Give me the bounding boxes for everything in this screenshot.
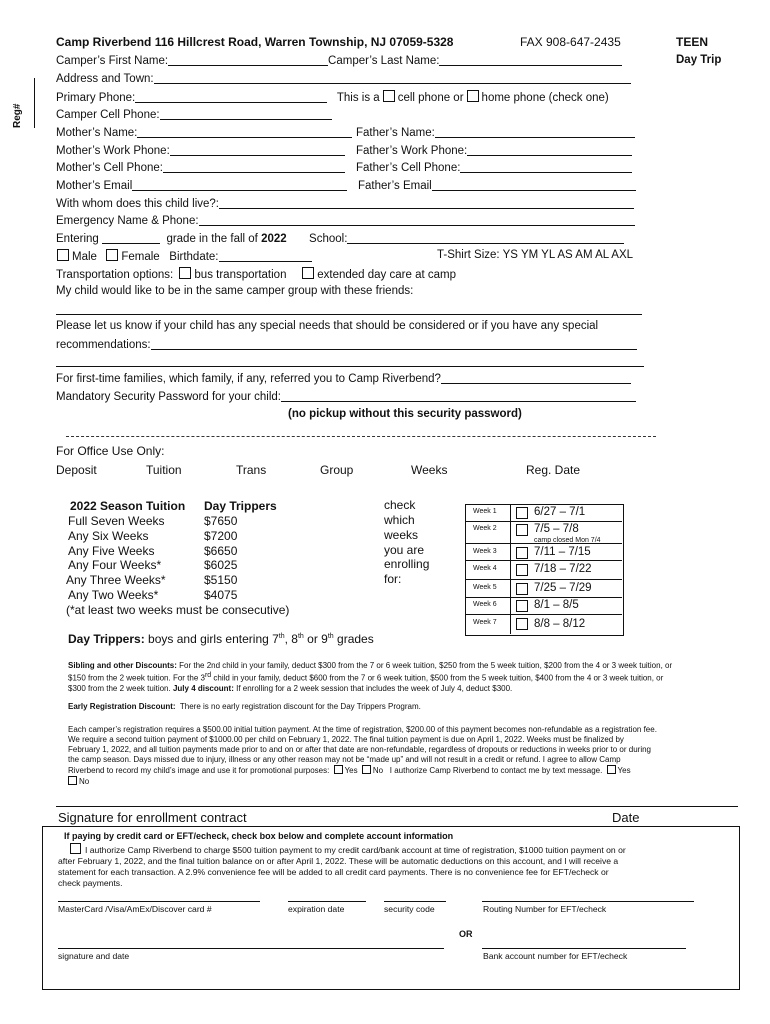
office-trans-label: Trans <box>236 463 267 477</box>
week-label: Week 2 <box>473 525 497 532</box>
special-needs-input-line[interactable] <box>56 366 644 367</box>
special-needs-label: Please let us know if your child has any special needs that should be considered or if you have any special <box>56 320 599 332</box>
cell-phone-checkbox[interactable] <box>383 90 395 102</box>
reg-number-label: Reg# <box>12 103 23 128</box>
home-phone-label: home phone (check one) <box>481 92 609 104</box>
card-number-label: MasterCard /Visa/AmEx/Discover card # <box>58 904 212 914</box>
tshirt-size-options[interactable]: T-Shirt Size: YS YM YL AS AM AL AXL <box>437 249 634 261</box>
text-consent-no-checkbox[interactable] <box>68 776 77 785</box>
card-number-input[interactable] <box>58 901 260 902</box>
recommendations-label: recommendations: <box>56 339 151 351</box>
week-2-checkbox[interactable] <box>516 524 528 536</box>
camper-last-name-label: Camper’s Last Name: <box>328 55 440 67</box>
address-field[interactable] <box>56 72 631 85</box>
bank-account-input[interactable] <box>482 948 686 949</box>
friends-input-line[interactable] <box>56 314 642 315</box>
week-label: Week 7 <box>473 619 497 626</box>
school-label: School: <box>309 233 348 245</box>
camp-address-title: Camp Riverbend 116 Hillcrest Road, Warren Township, NJ 07059-5328 <box>56 35 454 49</box>
week-dates: 8/1 – 8/5 <box>534 599 579 611</box>
mother-work-label: Mother’s Work Phone: <box>56 145 170 157</box>
grade-fall-label: grade in the fall of <box>166 233 258 245</box>
tuition-row-price: $7650 <box>204 514 238 528</box>
payment-title: If paying by credit card or EFT/echeck, check box below and complete account information <box>64 831 454 841</box>
father-name-field[interactable] <box>356 126 635 139</box>
day-trippers-heading: Day Trippers <box>204 499 277 513</box>
no-pickup-note: (no pickup without this security password) <box>288 408 522 420</box>
gender-birthdate-row <box>54 249 312 263</box>
week-4-checkbox[interactable] <box>516 564 528 576</box>
mother-name-field[interactable] <box>56 126 352 139</box>
tuition-row-label: Any Two Weeks* <box>68 588 159 602</box>
female-label: Female <box>121 251 160 263</box>
tuition-row-label: Any Six Weeks <box>68 529 149 543</box>
payment-authorize-checkbox[interactable] <box>70 843 81 854</box>
office-use-divider <box>66 436 656 437</box>
female-checkbox[interactable] <box>106 249 118 261</box>
office-weeks-label: Weeks <box>411 463 448 477</box>
week-dates: 8/8 – 8/12 <box>534 618 586 630</box>
week-3-checkbox[interactable] <box>516 547 528 559</box>
weeks-grid-row-line <box>465 614 622 615</box>
father-name-label: Father’s Name: <box>356 127 435 139</box>
mother-name-label: Mother’s Name: <box>56 127 138 139</box>
tuition-row-price: $4075 <box>204 588 238 602</box>
week-1-checkbox[interactable] <box>516 507 528 519</box>
grade-school-field[interactable] <box>56 232 624 245</box>
emergency-contact-field[interactable] <box>56 214 635 227</box>
home-phone-checkbox[interactable] <box>467 90 479 102</box>
office-reg-date-label: Reg. Date <box>526 463 581 477</box>
tuition-row-price: $6650 <box>204 544 238 558</box>
extended-care-checkbox[interactable] <box>302 267 314 279</box>
mother-email-label: Mother’s Email <box>56 180 133 192</box>
routing-number-input[interactable] <box>482 901 694 902</box>
signature-label: Signature for enrollment contract <box>58 810 247 825</box>
image-consent-no-checkbox[interactable] <box>362 765 371 774</box>
week-label: Week 6 <box>473 601 497 608</box>
program-title: TEEN <box>676 35 709 49</box>
week-6-checkbox[interactable] <box>516 600 528 612</box>
week-dates: 7/18 – 7/22 <box>534 563 592 575</box>
signature-date-label: Date <box>612 810 640 825</box>
birthdate-input[interactable] <box>219 250 312 262</box>
week-dates: 7/5 – 7/8 <box>534 523 579 535</box>
referral-field[interactable] <box>56 372 631 385</box>
transportation-row <box>56 267 456 281</box>
signature-date-payment-label: signature and date <box>58 951 130 961</box>
check-weeks-text: for: <box>384 572 402 586</box>
weeks-grid-row-line <box>465 579 622 580</box>
or-divider: OR <box>459 929 473 939</box>
week-label: Week 5 <box>473 584 497 591</box>
entering-label: Entering <box>56 233 99 245</box>
mother-cell-field[interactable] <box>56 161 345 174</box>
week-dates: 7/11 – 7/15 <box>534 546 591 558</box>
check-weeks-text: which <box>384 513 415 527</box>
referral-label: For first-time families, which family, if any, referred you to Camp Riverbend? <box>56 373 441 385</box>
text-consent-yes-checkbox[interactable] <box>607 765 616 774</box>
extended-care-label: extended day care at camp <box>317 269 456 281</box>
child-lives-with-label: With whom does this child live?: <box>56 198 219 210</box>
mother-cell-label: Mother’s Cell Phone: <box>56 162 163 174</box>
bank-account-label: Bank account number for EFT/echeck <box>483 951 628 961</box>
week-label: Week 4 <box>473 565 497 572</box>
bus-transport-checkbox[interactable] <box>179 267 191 279</box>
emergency-contact-label: Emergency Name & Phone: <box>56 215 199 227</box>
cell-phone-label: cell phone or <box>397 92 464 104</box>
signature-date-input[interactable] <box>58 948 444 949</box>
transportation-label: Transportation options: <box>56 269 174 281</box>
early-registration-discount: Early Registration Discount: There is no early registration discount for the Day Trippers Program. <box>68 702 421 711</box>
payment-authorization-text: I authorize Camp Riverbend to charge $500 tuition payment to my credit card/bank account at time of registration, $1000 tuition payment on or after February 1, 2022, and the final tuition balance on or after April 1, 2022. These will be automatic deductions on this account, and I will receive a statement for each transaction. A 2.9% convenience fee will be added to all credit card payments. There is no convenience fee for EFT/echeck or check payments. <box>58 845 626 888</box>
security-code-input[interactable] <box>384 901 446 902</box>
week-dates: 7/25 – 7/29 <box>534 582 592 594</box>
signature-line[interactable] <box>56 806 738 807</box>
week-dates: 6/27 – 7/1 <box>534 506 586 518</box>
child-lives-with-field[interactable] <box>56 197 634 210</box>
week-7-checkbox[interactable] <box>516 618 528 630</box>
father-cell-label: Father’s Cell Phone: <box>356 162 461 174</box>
office-deposit-label: Deposit <box>56 463 97 477</box>
weeks-grid-row-line <box>465 521 622 522</box>
birthdate-label: Birthdate: <box>169 251 219 263</box>
tuition-row-label: Any Three Weeks* <box>66 573 166 587</box>
tuition-row-price: $7200 <box>204 529 238 543</box>
check-weeks-text: weeks <box>384 528 419 542</box>
expiration-label: expiration date <box>288 904 345 914</box>
tuition-row-label: Full Seven Weeks <box>68 514 165 528</box>
office-group-label: Group <box>320 463 354 477</box>
check-weeks-text: enrolling <box>384 557 430 571</box>
security-password-field[interactable] <box>56 390 636 403</box>
tuition-heading: 2022 Season Tuition <box>70 499 186 513</box>
week-2-note: camp closed Mon 7/4 <box>534 537 601 544</box>
male-label: Male <box>72 251 97 263</box>
tuition-row-label: Any Five Weeks <box>68 544 155 558</box>
fax-number: FAX 908-647-2435 <box>520 35 621 49</box>
reg-number-line <box>34 78 35 128</box>
week-label: Week 3 <box>473 548 497 555</box>
office-use-title: For Office Use Only: <box>56 444 165 458</box>
tuition-row-label: Any Four Weeks* <box>68 558 162 572</box>
tuition-row-price: $5150 <box>204 573 238 587</box>
check-weeks-text: you are <box>384 543 425 557</box>
father-email-label: Father’s Email <box>358 180 432 192</box>
week-5-checkbox[interactable] <box>516 583 528 595</box>
week-label: Week 1 <box>473 508 497 515</box>
office-tuition-label: Tuition <box>146 463 182 477</box>
recommendations-field[interactable] <box>56 338 637 351</box>
tuition-footnote: (*at least two weeks must be consecutive) <box>66 603 290 617</box>
camper-cell-field[interactable] <box>56 108 332 121</box>
expiration-input[interactable] <box>288 901 366 902</box>
this-is-a-label: This is a <box>336 92 380 104</box>
address-label: Address and Town: <box>56 73 154 85</box>
weeks-grid-row-line <box>465 597 622 598</box>
father-work-field[interactable] <box>356 144 632 157</box>
weeks-grid-row-line <box>465 560 622 561</box>
routing-number-label: Routing Number for EFT/echeck <box>483 904 607 914</box>
camper-first-name-label: Camper’s First Name: <box>56 55 169 67</box>
camper-group-friends-label: My child would like to be in the same camper group with these friends: <box>56 285 414 297</box>
check-weeks-text: check <box>384 498 416 512</box>
primary-phone-label: Primary Phone: <box>56 92 136 104</box>
season-year: 2022 <box>261 233 287 245</box>
father-cell-field[interactable] <box>356 161 632 174</box>
day-trippers-eligibility: Day Trippers: boys and girls entering 7th, 8th or 9th grades <box>68 632 374 646</box>
camper-cell-label: Camper Cell Phone: <box>56 109 160 121</box>
bus-transport-label: bus transportation <box>194 269 287 281</box>
program-subtitle: Day Trip <box>676 54 722 66</box>
mother-email-field[interactable] <box>56 179 347 192</box>
security-code-label: security code <box>384 904 435 914</box>
security-password-label: Mandatory Security Password for your child: <box>56 391 281 403</box>
father-work-label: Father’s Work Phone: <box>356 145 468 157</box>
father-email-field[interactable] <box>358 179 636 192</box>
image-consent-yes-checkbox[interactable] <box>334 765 343 774</box>
male-checkbox[interactable] <box>57 249 69 261</box>
payment-policy: Each camper’s registration requires a $500.00 initial tuition payment. At the time of registration, $200.00 of this payment becomes non-refundable as a registration fee. We require a second tuition payment of $1000.00 per child on February 1, 2022. The final tuition payment is due on April 1, 2022. Weeks must be finalized by February 1, 2022, and all tuition payments made prior to and on or after that date are non-refundable, regardless of dropouts or reductions in weeks prior to or during the camp season. Days missed due to injury, illness or any other reason may not be “made up” and will not result in a credit or refund. I agree to allow Camp Riverbend to record my child’s image and use it for promotional purposes: Yes No I authorize Camp Riverbend to contact me by text message. Yes No <box>68 725 657 786</box>
primary-phone-field[interactable] <box>56 90 609 104</box>
mother-work-field[interactable] <box>56 144 345 157</box>
sibling-discounts: Sibling and other Discounts: For the 2nd child in your family, deduct $300 from the 7 or 6 week tuition, $250 from the 5 week tuition, $200 from the 4 or 3 week tuition, or $150 from the 2 week tuition. For the 3rd child in your family, deduct $600 from the 7 or 6 week tuition, $500 from the 5 week tuition, $400 from the 4 or 3 week tuition, or $300 from the 2 week tuition. July 4 discount: If enrolling for a 2 week session that includes the week of July 4, deduct $300. <box>68 661 673 693</box>
tuition-row-price: $6025 <box>204 558 238 572</box>
camper-first-name-field[interactable] <box>56 54 622 67</box>
